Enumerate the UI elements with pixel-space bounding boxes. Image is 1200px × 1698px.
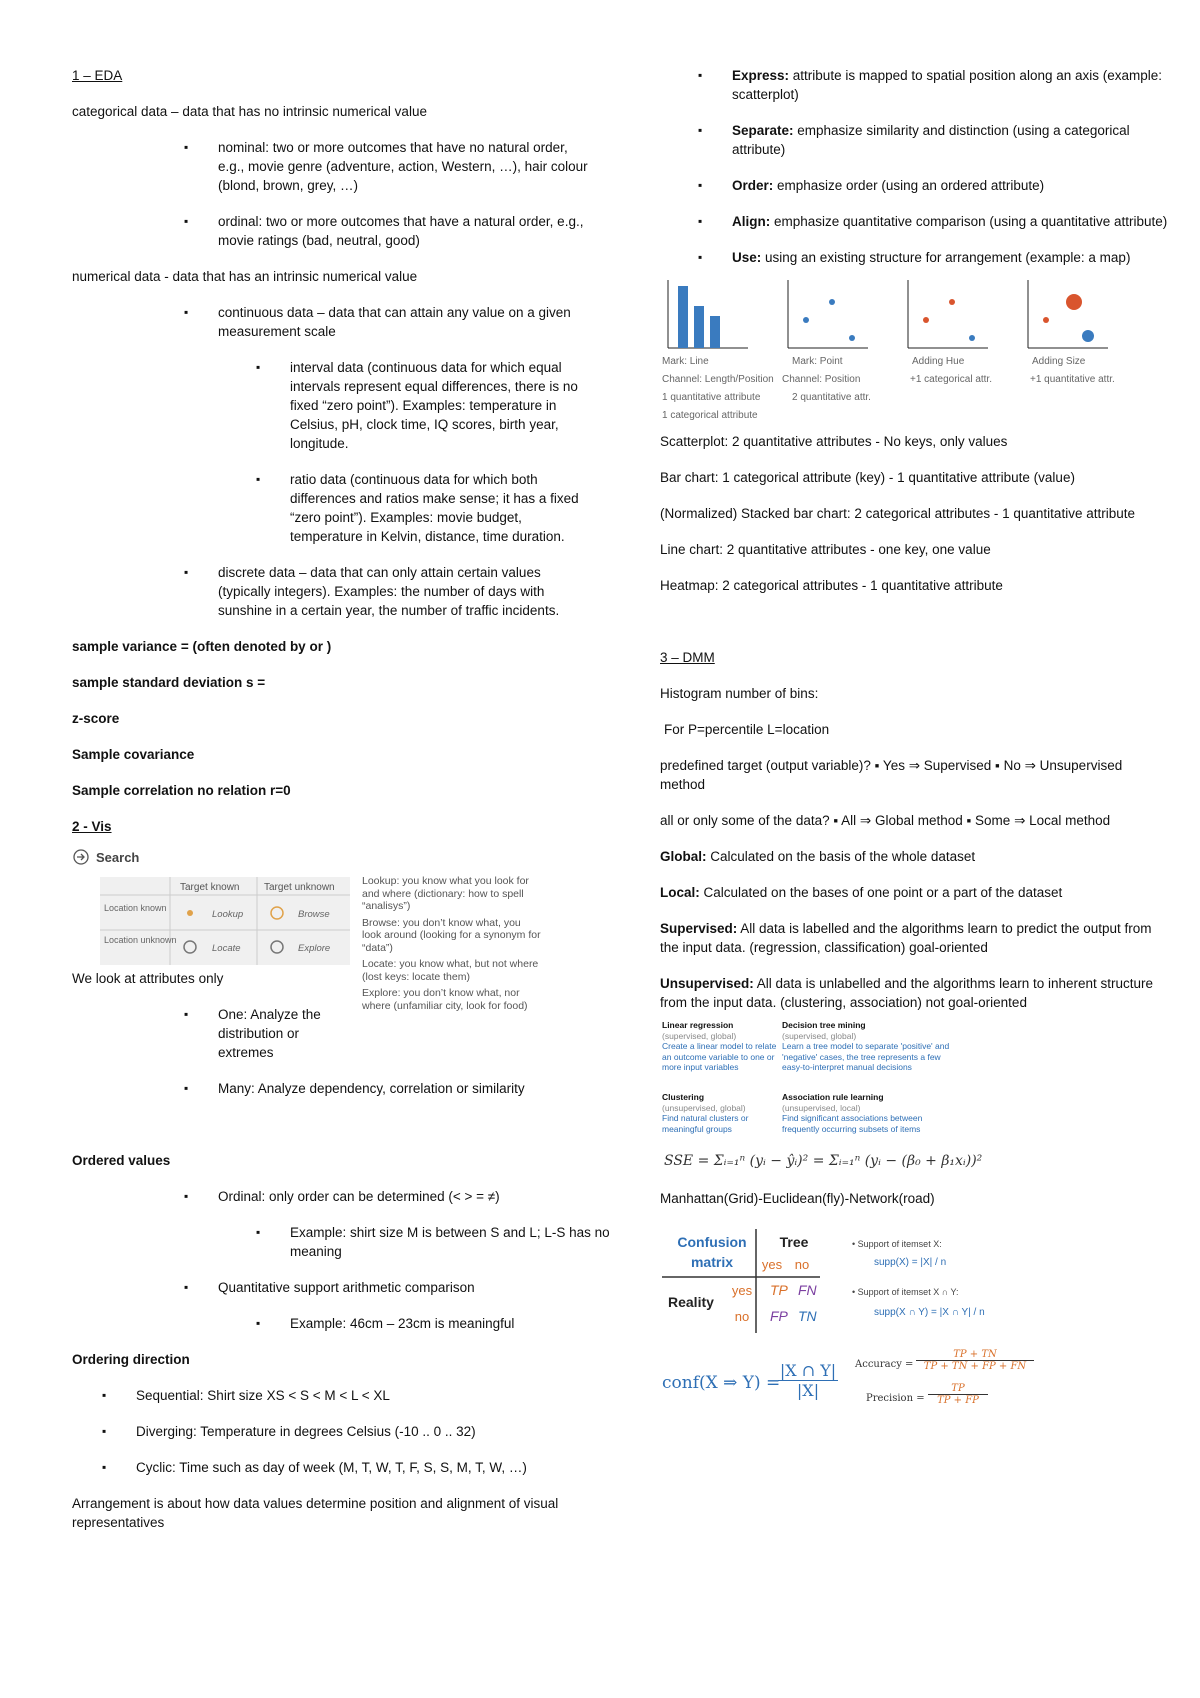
sse-formula: SSE = Σᵢ₌₁ⁿ (yᵢ − ŷᵢ)² = Σᵢ₌₁ⁿ (yᵢ − (β₀ + β₁xᵢ))²: [664, 1153, 983, 1169]
acc-den: TP + TN + FP + FN: [923, 1361, 1027, 1372]
cm-title1: Confusion: [677, 1234, 747, 1250]
numerical-definition: numerical data - data that has an intrinsic numerical value: [72, 269, 418, 284]
hue-point-3: [969, 335, 975, 341]
lr-sub: (supervised, global): [662, 1030, 737, 1041]
cm-tree: Tree: [779, 1234, 809, 1250]
line-text: Line chart: 2 quantitative attributes - one key, one value: [660, 542, 991, 557]
quant-support-item: ▪ Quantitative support arithmetic comparison: [72, 1278, 592, 1297]
bar-3: [710, 316, 720, 348]
express-item: ▪ Express: attribute is mapped to spatial position along an axis (example: scatterplot): [660, 66, 1170, 104]
note-browse: Browse: you don’t know what, you look around (looking for a synonym for “data”): [362, 916, 541, 954]
cm-reality: Reality: [668, 1294, 714, 1310]
p4-l1: +1 quantitative attr.: [1030, 374, 1115, 385]
interval-item: ▪ interval data (continuous data for which equal intervals represent equal differences, there is no fixed “zero point”). Examples: temperature in Celsius, pH, clock time, IQ scores, birth year, longitude.: [72, 358, 592, 453]
ar-title: Association rule learning: [782, 1092, 884, 1102]
sample-sd: sample standard deviation s =: [72, 675, 266, 690]
arrangement-text: Arrangement is about how data values determine position and alignment of visual representatives: [72, 1496, 559, 1530]
prec-den: TP + FP: [937, 1395, 979, 1406]
all-some-text: all or only some of the data? ▪ All ⇒ Global method ▪ Some ⇒ Local method: [660, 813, 1111, 828]
left-column: [72, 66, 610, 1549]
linear-regression-box: [662, 1020, 780, 1073]
distances-text: Manhattan(Grid)-Euclidean(fly)-Network(road): [660, 1191, 935, 1206]
p1-title: Mark: Line: [662, 356, 709, 367]
supervised-text: Supervised: All data is labelled and the algorithms learn to predict the output from the input data. (regression, classification) goal-oriented: [660, 921, 1152, 955]
categorical-definition: categorical data – data that has no intrinsic numerical value: [72, 104, 427, 119]
cm-col-yes: yes: [761, 1257, 783, 1272]
cm-col-no: no: [794, 1257, 810, 1272]
p2-l2: 2 quantitative attr.: [792, 392, 871, 403]
ordered-values: Ordered values: [72, 1153, 171, 1168]
search-notes: [362, 875, 542, 1012]
point-1: [803, 317, 809, 323]
cl-desc: Find natural clusters or meaningful groups: [662, 1113, 749, 1134]
cm-row-yes: yes: [731, 1283, 753, 1298]
row-unknown: Location unknown: [104, 935, 177, 945]
diverging-item: ▪ Diverging: Temperature in degrees Celsius (-10 .. 0 .. 32): [72, 1422, 592, 1441]
p3-l1: +1 categorical attr.: [910, 374, 992, 385]
acc-num: TP + TN: [916, 1349, 1034, 1361]
separate-item: ▪ Separate: emphasize similarity and distinction (using a categorical attribute): [660, 121, 1170, 159]
prec-num: TP: [928, 1383, 988, 1395]
predefined-text: predefined target (output variable)? ▪ Yes ⇒ Supervised ▪ No ⇒ Unsupervised method: [660, 758, 1123, 792]
conf-lhs: conf(X ⇒ Y) =: [662, 1373, 781, 1393]
cm-tp: TP: [770, 1282, 788, 1298]
p1-l3: 1 categorical attribute: [662, 410, 758, 421]
attributes-only: We look at attributes only: [72, 971, 224, 986]
dt-desc: Learn a tree model to separate 'positive' and 'negative' cases, the tree represents a few easy-to-interpret manual decisions: [782, 1041, 950, 1072]
row-known: Location known: [104, 903, 167, 913]
percentile-text: For P=percentile L=location: [664, 722, 830, 737]
stacked-text: (Normalized) Stacked bar chart: 2 categorical attributes - 1 quantitative attribute: [660, 506, 1135, 521]
point-2: [829, 299, 835, 305]
cm-tn: TN: [798, 1308, 817, 1324]
arrow-right-icon: [77, 854, 84, 860]
browse-label: Browse: [298, 909, 330, 920]
cyclic-item: ▪ Cyclic: Time such as day of week (M, T, W, T, F, S, S, M, T, W, …): [72, 1458, 592, 1477]
sample-covariance: Sample covariance: [72, 747, 195, 762]
note-lookup: Lookup: you know what you look for and where (dictionary: how to spell “analisys”): [362, 875, 529, 912]
bar-text: Bar chart: 1 categorical attribute (key) - 1 quantitative attribute (value): [660, 470, 1075, 485]
supp-xy-label: • Support of itemset X ∩ Y:: [852, 1287, 959, 1297]
accuracy-fraction: [916, 1349, 1034, 1372]
conf-den: |X|: [796, 1381, 820, 1400]
right-column: [660, 66, 1170, 1417]
heatmap-text: Heatmap: 2 categorical attributes - 1 quantitative attribute: [660, 578, 1003, 593]
dt-title: Decision tree mining: [782, 1020, 866, 1030]
explore-label: Explore: [298, 943, 331, 954]
dmm-heading: 3 – DMM: [660, 650, 715, 665]
lr-title: Linear regression: [662, 1020, 734, 1030]
search-title: Search: [96, 850, 140, 865]
dt-sub: (supervised, global): [782, 1030, 857, 1041]
histogram-text: Histogram number of bins:: [660, 686, 819, 701]
accuracy-label: Accuracy =: [855, 1359, 914, 1370]
sequential-item: ▪ Sequential: Shirt size XS < S < M < L < XL: [72, 1386, 592, 1405]
supp-x-label: • Support of itemset X:: [852, 1239, 942, 1249]
cm-title2: matrix: [690, 1254, 734, 1270]
marks-figure: [660, 276, 1140, 426]
global-text: Global: Calculated on the basis of the whole dataset: [660, 849, 976, 864]
precision-fraction: [928, 1383, 988, 1406]
lookup-label: Lookup: [212, 909, 244, 920]
ar-desc: Find significant associations between frequently occurring subsets of items: [782, 1113, 923, 1134]
ar-sub: (unsupervised, local): [782, 1102, 861, 1113]
point-3: [849, 335, 855, 341]
size-point-2: [1066, 294, 1082, 310]
eda-heading: 1 – EDA: [72, 68, 123, 83]
order-item: ▪ Order: emphasize order (using an ordered attribute): [660, 176, 1170, 195]
ratio-item: ▪ ratio data (continuous data for which both differences and ratios make sense; it has a fixed “zero point”). Examples: movie budget, temperature in Kelvin, distance, time duration.: [72, 470, 592, 546]
cm-fn: FN: [798, 1282, 817, 1298]
cm-row-no: no: [734, 1309, 750, 1324]
association-box: [782, 1092, 962, 1134]
ordinal-item: ▪ ordinal: two or more outcomes that have a natural order, e.g., movie ratings (bad, neutral, good): [72, 212, 592, 250]
sample-variance: sample variance = (often denoted by or ): [72, 639, 332, 654]
clustering-box: [662, 1092, 780, 1134]
size-point-3: [1082, 330, 1094, 342]
ordinal-only-item: ▪ Ordinal: only order can be determined (< > = ≠): [72, 1187, 592, 1206]
note-locate: Locate: you know what, but not where (lost keys: locate them): [362, 958, 539, 983]
precision-label: Precision =: [866, 1393, 925, 1404]
local-text: Local: Calculated on the bases of one point or a part of the dataset: [660, 885, 1063, 900]
discrete-item: ▪ discrete data – data that can only attain certain values (typically integers). Examples: the number of days with sunshine in a certain year, the number of traffic incidents.: [72, 563, 592, 620]
conf-num: |X ∩ Y|: [779, 1361, 837, 1380]
hue-point-2: [949, 299, 955, 305]
adding-hue-panel: [908, 280, 992, 385]
mark-line-panel: [662, 280, 774, 421]
decision-tree-box: [782, 1020, 962, 1073]
cm-fp: FP: [770, 1308, 788, 1324]
one-item: ▪ One: Analyze the distribution or extremes: [72, 1005, 333, 1062]
hue-point-1: [923, 317, 929, 323]
vis-heading: 2 - Vis: [72, 819, 112, 834]
use-item: ▪ Use: using an existing structure for arrangement (example: a map): [660, 248, 1170, 267]
p2-title: Mark: Point: [792, 356, 843, 367]
p4-title: Adding Size: [1032, 356, 1086, 367]
confusion-figure: [660, 1225, 1160, 1337]
lr-desc: Create a linear model to relate an outcome variable to one or more input variables: [662, 1041, 777, 1072]
metrics-figure: [660, 1347, 1170, 1417]
note-explore: Explore: you don’t know what, nor where (unfamiliar city, look for food): [362, 987, 528, 1012]
p1-l2: 1 quantitative attribute: [662, 392, 761, 403]
quant-example-item: ▪ Example: 46cm – 23cm is meaningful: [72, 1314, 592, 1333]
col-unknown: Target unknown: [264, 882, 335, 893]
sample-correlation: Sample correlation no relation r=0: [72, 783, 291, 798]
z-score: z-score: [72, 711, 120, 726]
supp-x-formula: supp(X) = |X| / n: [874, 1257, 947, 1268]
adding-size-panel: [1028, 280, 1115, 385]
col-known: Target known: [180, 882, 240, 893]
bar-2: [694, 306, 704, 348]
continuous-item: ▪ continuous data – data that can attain any value on a given measurement scale: [72, 303, 592, 341]
conf-fraction: [778, 1361, 838, 1400]
size-point-1: [1043, 317, 1049, 323]
methods-figure: [660, 1020, 1170, 1146]
nominal-item: ▪ nominal: two or more outcomes that have no natural order, e.g., movie genre (adventure, action, Western, …), hair colour (blond, brown, grey, …): [72, 138, 592, 195]
align-item: ▪ Align: emphasize quantitative comparison (using a quantitative attribute): [660, 212, 1170, 231]
cl-sub: (unsupervised, global): [662, 1102, 746, 1113]
p1-l1: Channel: Length/Position: [662, 374, 774, 385]
p3-title: Adding Hue: [912, 356, 965, 367]
cl-title: Clustering: [662, 1092, 705, 1102]
ordinal-example-item: ▪ Example: shirt size M is between S and L; L-S has no meaning: [72, 1223, 654, 1261]
many-item: ▪ Many: Analyze dependency, correlation or similarity: [72, 1079, 592, 1098]
supp-xy-formula: supp(X ∩ Y) = |X ∩ Y| / n: [874, 1307, 985, 1318]
bar-1: [678, 286, 688, 348]
mark-point-panel: [782, 280, 871, 403]
locate-label: Locate: [212, 943, 241, 954]
ordering-direction: Ordering direction: [72, 1352, 190, 1367]
scatterplot-text: Scatterplot: 2 quantitative attributes - No keys, only values: [660, 434, 1008, 449]
lookup-icon: [187, 910, 193, 916]
unsupervised-text: Unsupervised: All data is unlabelled and the algorithms learn to inherent structure from the input data. (clustering, association) not goal-oriented: [660, 976, 1154, 1010]
p2-l1: Channel: Position: [782, 374, 861, 385]
